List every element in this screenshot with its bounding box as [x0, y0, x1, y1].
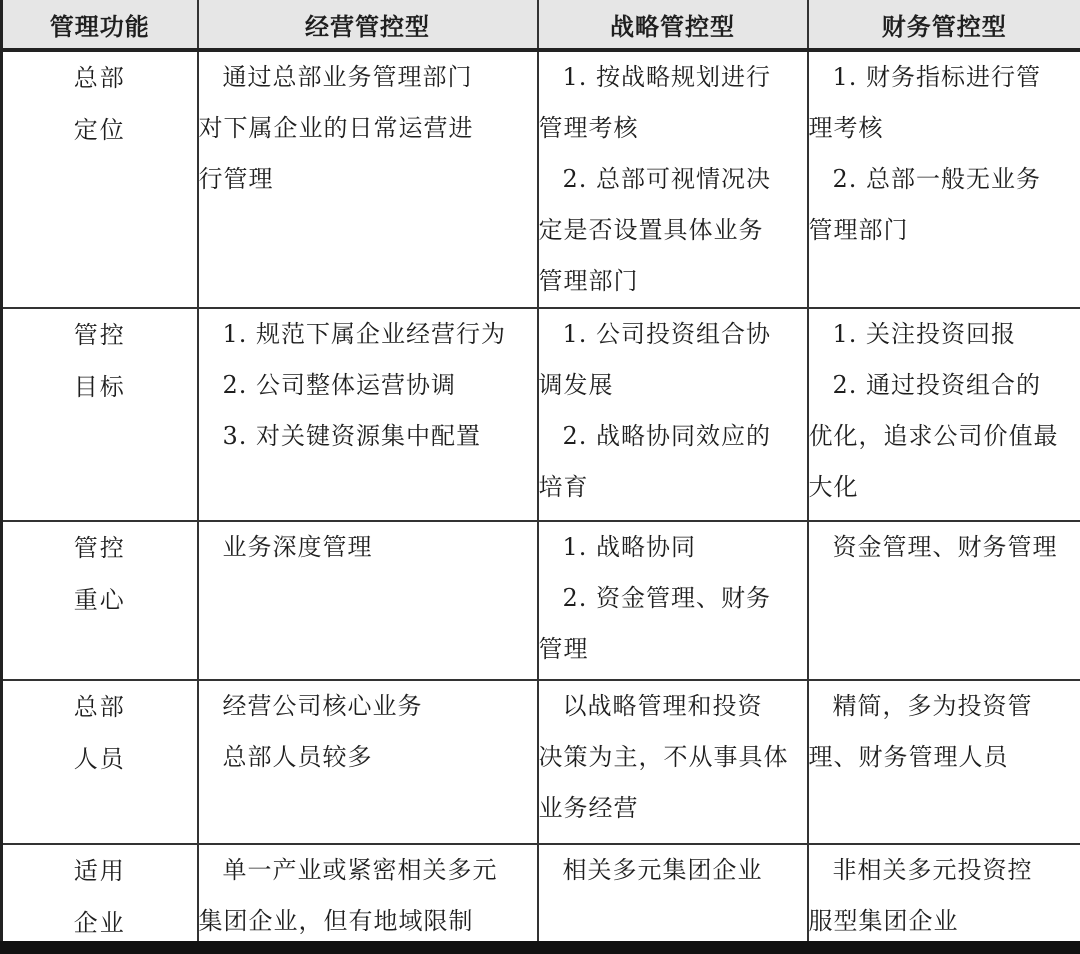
cell-text-line: 3. 对关键资源集中配置: [222, 422, 482, 450]
row-label: [2, 680, 198, 844]
cell-text-line: 2. 通过投资组合的: [832, 371, 1042, 399]
row-label: [2, 308, 198, 521]
cell-text-line: 2. 资金管理、财务: [562, 584, 772, 612]
row-label: [2, 844, 198, 950]
cell-text-line: 1. 财务指标进行管: [832, 63, 1042, 91]
table-cell: [808, 308, 1080, 521]
cell-text-line: 1. 规范下属企业经营行为: [222, 320, 507, 348]
header-cell: 战略管控型: [538, 0, 808, 50]
cell-text-line: 1. 战略协同: [562, 533, 697, 561]
cell-text-line: 精简，多为投资管: [832, 692, 1033, 720]
row-label: [2, 50, 198, 308]
table-row: [2, 50, 1080, 308]
table-cell: [538, 50, 808, 308]
cell-text-line: 2. 总部一般无业务: [832, 165, 1042, 193]
row-label-line: 人员: [73, 745, 126, 773]
cell-text-line: 调发展: [538, 371, 614, 399]
cell-text-line: 业务深度管理: [222, 533, 373, 561]
header-cell: 财务管控型: [808, 0, 1080, 50]
table-cell: [538, 308, 808, 521]
cell-text-line: 优化，追求公司价值最: [808, 422, 1059, 450]
cell-text-line: 单一产业或紧密相关多元: [222, 856, 498, 884]
cell-text-line: 资金管理、财务管理: [832, 533, 1058, 561]
cell-text-line: 2. 总部可视情况决: [562, 165, 772, 193]
table-row: [2, 844, 1080, 950]
cell-text-line: 非相关多元投资控: [832, 856, 1033, 884]
table-cell: [538, 844, 808, 950]
cell-text-line: 2. 公司整体运营协调: [222, 371, 457, 399]
cell-text-line: 管理: [538, 635, 589, 663]
bottom-edge: [0, 941, 1080, 954]
cell-text-line: 1. 按战略规划进行: [562, 63, 772, 91]
cell-text-line: 培育: [538, 473, 589, 501]
header-row: [2, 0, 1080, 50]
cell-text-line: 集团企业，但有地域限制: [198, 907, 474, 935]
table-cell: [198, 308, 538, 521]
table-row: [2, 308, 1080, 521]
cell-text-line: 理考核: [808, 114, 884, 142]
cell-text-line: 总部人员较多: [222, 743, 373, 771]
cell-text-line: 服型集团企业: [808, 907, 959, 935]
cell-text-line: 行管理: [198, 165, 274, 193]
cell-text-line: 管理部门: [538, 267, 639, 295]
table-cell: [808, 50, 1080, 308]
table-row: [2, 521, 1080, 680]
cell-text-line: 以战略管理和投资: [562, 692, 763, 720]
cell-text-line: 经营公司核心业务: [222, 692, 423, 720]
row-label-line: 总部: [73, 64, 126, 92]
table-cell: [808, 680, 1080, 844]
row-label-line: 管控: [73, 321, 126, 349]
header-cell: 经营管控型: [198, 0, 538, 50]
row-label-line: 企业: [73, 909, 126, 937]
table-cell: [198, 680, 538, 844]
row-label-line: 重心: [73, 586, 126, 614]
row-label: [2, 521, 198, 680]
row-label-line: 总部: [73, 693, 126, 721]
cell-text-line: 决策为主，不从事具体: [538, 743, 789, 771]
cell-text-line: 管理部门: [808, 216, 909, 244]
table-cell: [538, 680, 808, 844]
cell-text-line: 1. 关注投资回报: [832, 320, 1017, 348]
table-row: [2, 680, 1080, 844]
row-label-line: 适用: [73, 857, 126, 885]
cell-text-line: 理、财务管理人员: [808, 743, 1009, 771]
row-label-line: 管控: [73, 534, 126, 562]
row-label-line: 定位: [73, 116, 126, 144]
table-cell: [808, 521, 1080, 680]
row-label-line: 目标: [73, 373, 126, 401]
cell-text-line: 相关多元集团企业: [562, 856, 763, 884]
table-cell: [538, 521, 808, 680]
cell-text-line: 业务经营: [538, 794, 639, 822]
cell-text-line: 大化: [808, 473, 859, 501]
cell-text-line: 通过总部业务管理部门: [222, 63, 473, 91]
cell-text-line: 2. 战略协同效应的: [562, 422, 772, 450]
table-cell: [198, 844, 538, 950]
table-cell: [808, 844, 1080, 950]
table-cell: [198, 521, 538, 680]
table-cell: [198, 50, 538, 308]
cell-text-line: 定是否设置具体业务: [538, 216, 764, 244]
cell-text-line: 对下属企业的日常运营进: [198, 114, 474, 142]
header-cell: 管理功能: [2, 0, 198, 50]
cell-text-line: 管理考核: [538, 114, 639, 142]
cell-text-line: 1. 公司投资组合协: [562, 320, 772, 348]
